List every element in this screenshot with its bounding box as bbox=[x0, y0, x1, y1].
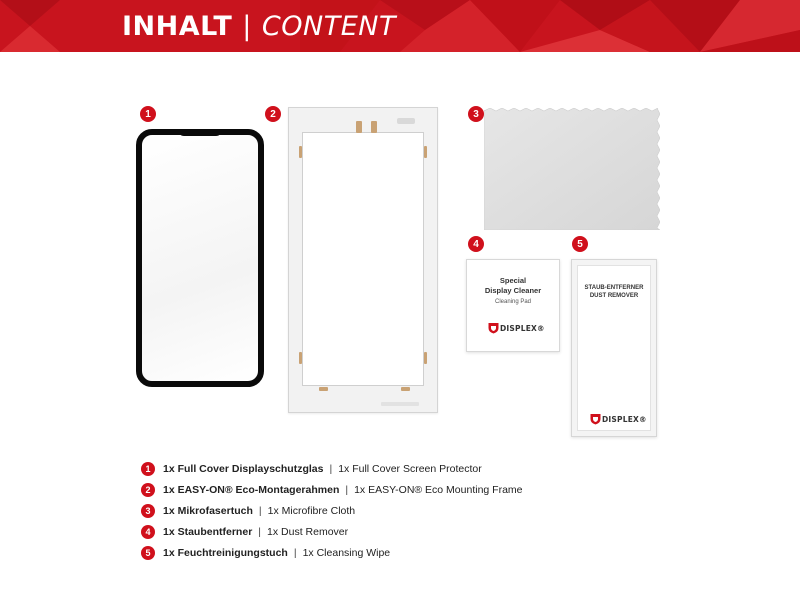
displex-logo bbox=[488, 322, 545, 334]
legend-separator: | bbox=[258, 504, 262, 517]
item-badge-2: 2 bbox=[265, 106, 281, 122]
legend-label-en: 1x Microfibre Cloth bbox=[267, 504, 356, 517]
legend-label-de: 1x Staubentferner bbox=[163, 525, 253, 538]
header-banner bbox=[0, 0, 800, 52]
legend-badge: 3 bbox=[141, 504, 155, 518]
contents-legend bbox=[141, 458, 523, 563]
item-badge-4: 4 bbox=[468, 236, 484, 252]
frame-tab bbox=[299, 146, 302, 158]
legend-separator: | bbox=[329, 462, 333, 475]
displex-shield-icon bbox=[488, 322, 499, 334]
legend-label-de: 1x Feuchtreinigungstuch bbox=[163, 546, 288, 559]
legend-separator: | bbox=[345, 483, 349, 496]
legend-badge: 2 bbox=[141, 483, 155, 497]
legend-separator: | bbox=[258, 525, 262, 538]
item-badge-5: 5 bbox=[572, 236, 588, 252]
frame-tab bbox=[424, 352, 427, 364]
legend-label-en: 1x Dust Remover bbox=[267, 525, 349, 538]
pad-title-line1: Special bbox=[499, 276, 527, 285]
frame-window bbox=[302, 132, 424, 386]
frame-tab bbox=[319, 387, 328, 391]
display-cleaner-pad bbox=[466, 259, 560, 352]
frame-tab bbox=[424, 146, 427, 158]
title-english: CONTENT bbox=[261, 10, 396, 42]
pad-title bbox=[467, 276, 559, 296]
legend-item-5 bbox=[141, 542, 523, 563]
item-badge-3: 3 bbox=[468, 106, 484, 122]
dust-remover-label bbox=[577, 265, 651, 431]
dust-remover-title-de: STAUB-ENTFERNER bbox=[584, 285, 644, 291]
frame-tab bbox=[299, 352, 302, 364]
mounting-frame bbox=[288, 107, 438, 413]
legend-item-4 bbox=[141, 521, 523, 542]
legend-item-2 bbox=[141, 479, 523, 500]
displex-shield-icon bbox=[590, 413, 601, 425]
legend-badge: 1 bbox=[141, 462, 155, 476]
page-title bbox=[122, 8, 396, 44]
dust-remover-title bbox=[578, 284, 650, 300]
frame-tab bbox=[356, 121, 362, 133]
frame-tab bbox=[371, 121, 377, 133]
legend-label-en: 1x Cleansing Wipe bbox=[302, 546, 391, 559]
title-separator: | bbox=[242, 10, 252, 42]
displex-wordmark: DISPLEX® bbox=[500, 323, 545, 333]
legend-badge: 4 bbox=[141, 525, 155, 539]
legend-badge: 5 bbox=[141, 546, 155, 560]
displex-wordmark: DISPLEX® bbox=[602, 414, 647, 424]
dust-remover-sachet bbox=[571, 259, 657, 437]
legend-label-de: 1x Full Cover Displayschutzglas bbox=[163, 462, 324, 475]
pad-subtitle: Cleaning Pad bbox=[494, 299, 532, 305]
item-badge-1: 1 bbox=[140, 106, 156, 122]
legend-label-en: 1x EASY-ON® Eco Mounting Frame bbox=[354, 483, 523, 496]
pad-title-line2: Display Cleaner bbox=[484, 286, 542, 295]
legend-item-3 bbox=[141, 500, 523, 521]
title-german: INHALT bbox=[122, 10, 233, 42]
screen-protector-glass bbox=[136, 129, 264, 387]
legend-item-1 bbox=[141, 458, 523, 479]
frame-brand-mark bbox=[397, 118, 415, 124]
frame-tab bbox=[401, 387, 410, 391]
microfibre-cloth bbox=[484, 108, 660, 230]
dust-remover-title-en: DUST REMOVER bbox=[589, 293, 639, 299]
legend-separator: | bbox=[293, 546, 297, 559]
legend-label-de: 1x Mikrofasertuch bbox=[163, 504, 253, 517]
legend-label-de: 1x EASY-ON® Eco-Montagerahmen bbox=[163, 483, 340, 496]
banner-pattern bbox=[0, 0, 800, 52]
frame-imprint bbox=[381, 402, 419, 406]
displex-logo bbox=[590, 413, 647, 425]
glass-notch bbox=[178, 129, 222, 136]
legend-label-en: 1x Full Cover Screen Protector bbox=[338, 462, 482, 475]
